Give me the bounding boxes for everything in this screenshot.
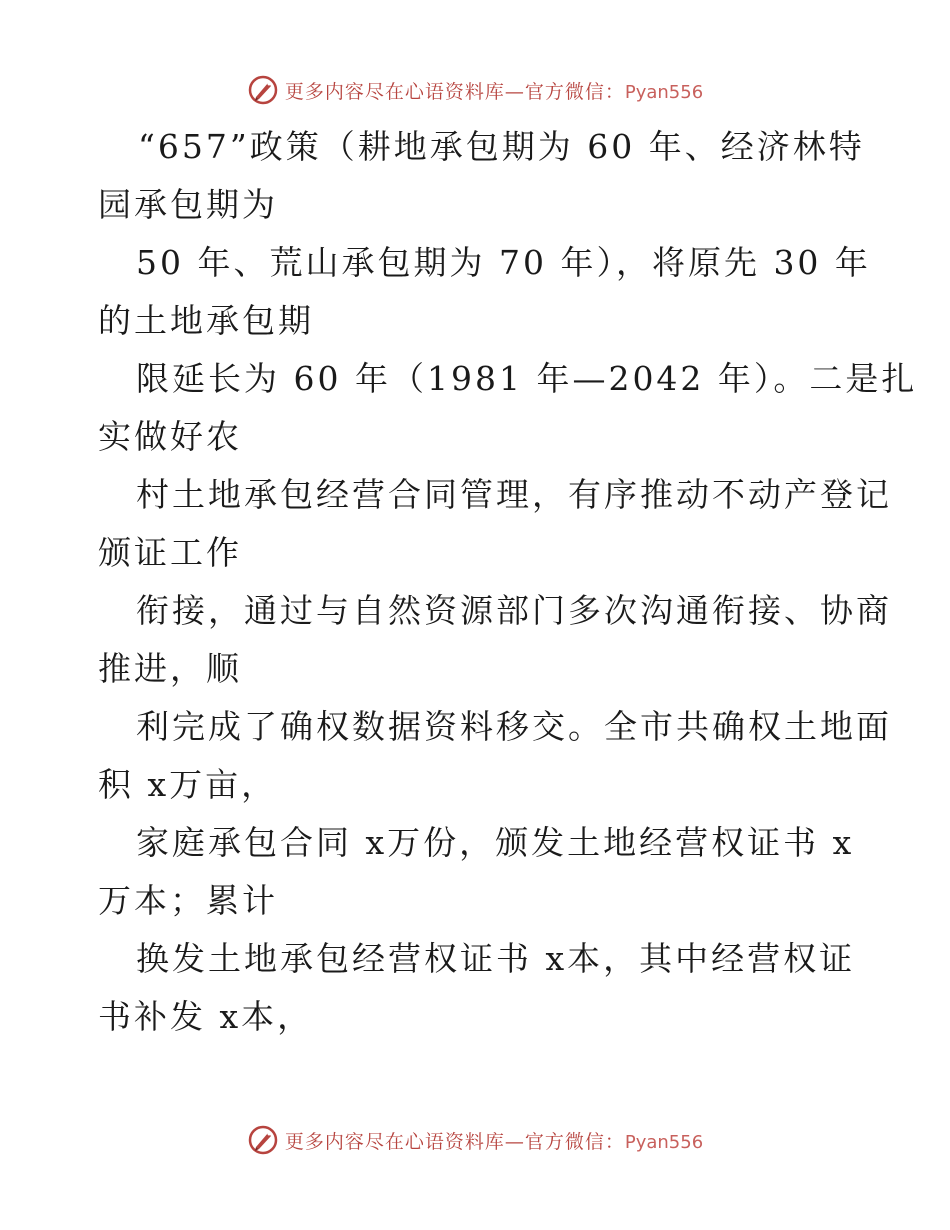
body-line: 书补发 x本， bbox=[98, 997, 314, 1036]
pen-logo-icon bbox=[247, 1124, 279, 1156]
body-line: 限延长为 60 年（1981 年—2042 年）。二是扎 bbox=[136, 359, 918, 398]
body-line: 换发土地承包经营权证书 x本，其中经营权证 bbox=[136, 939, 856, 978]
body-line: 积 x万亩， bbox=[98, 765, 278, 804]
body-line: 村土地承包经营合同管理，有序推动不动产登记 bbox=[136, 475, 892, 514]
body-line: 家庭承包合同 x万份，颁发土地经营权证书 x bbox=[136, 823, 855, 862]
header-banner bbox=[0, 70, 950, 110]
body-line: 园承包期为 bbox=[98, 185, 278, 224]
header-wechat-id: Pyan556 bbox=[624, 81, 704, 103]
body-line: 的土地承包期 bbox=[98, 301, 314, 340]
header-banner-content bbox=[247, 74, 703, 106]
body-line: “657”政策（耕地承包期为 60 年、经济林特 bbox=[138, 127, 865, 166]
footer-banner bbox=[0, 1120, 950, 1160]
body-line: 利完成了确权数据资料移交。全市共确权土地面 bbox=[136, 707, 892, 746]
header-banner-text bbox=[285, 77, 703, 104]
body-line: 颁证工作 bbox=[98, 533, 242, 572]
pen-logo-icon bbox=[247, 74, 279, 106]
body-line: 衔接，通过与自然资源部门多次沟通衔接、协商 bbox=[136, 591, 892, 630]
document-body bbox=[98, 118, 918, 1046]
footer-banner-text bbox=[285, 1127, 703, 1154]
body-line: 推进，顺 bbox=[98, 649, 242, 688]
body-line: 实做好农 bbox=[98, 417, 242, 456]
body-line: 万本；累计 bbox=[98, 881, 278, 920]
body-line: 50 年、荒山承包期为 70 年），将原先 30 年 bbox=[136, 243, 871, 282]
header-banner-title: 更多内容尽在心语资料库—官方微信： bbox=[284, 80, 625, 103]
footer-banner-title: 更多内容尽在心语资料库—官方微信： bbox=[284, 1130, 625, 1153]
footer-wechat-id: Pyan556 bbox=[624, 1131, 704, 1153]
footer-banner-content bbox=[247, 1124, 703, 1156]
